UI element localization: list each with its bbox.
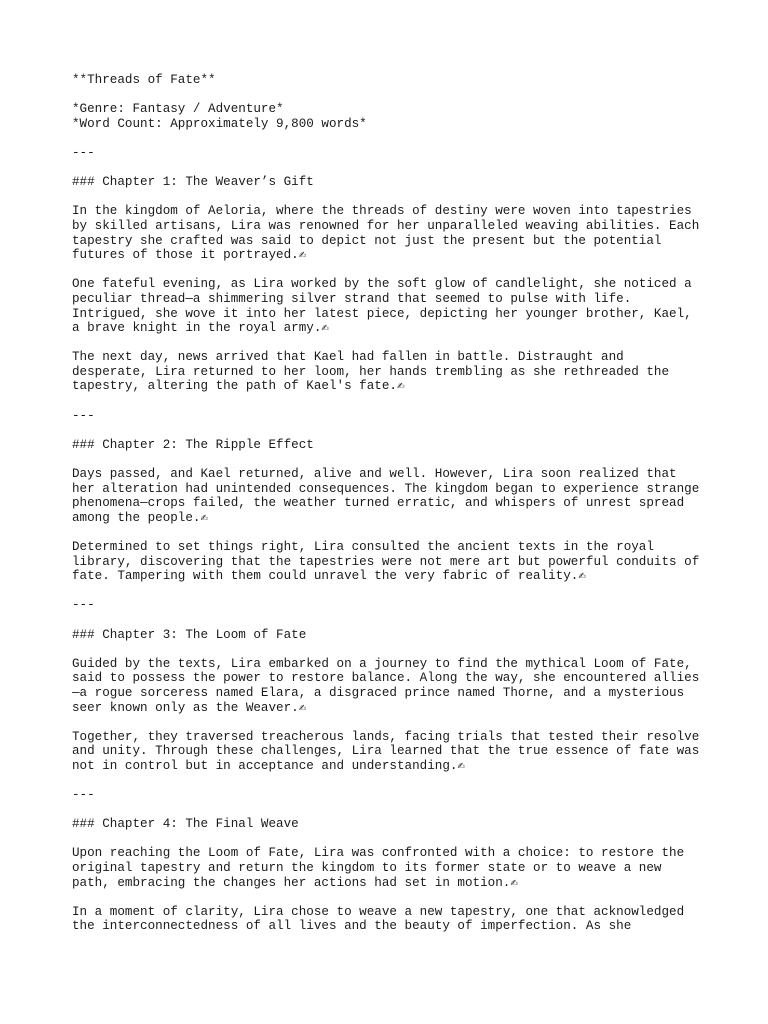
spacer: [72, 715, 712, 730]
paragraph-line: by skilled artisans, Lira was renowned for her unparalleled weaving abilities. Each: [72, 218, 700, 233]
paragraph-line: phenomena—crops failed, the weather turned erratic, and whispers of unrest spread: [72, 496, 685, 511]
word-count-line: *Word Count: Approximately 9,800 words*: [72, 116, 367, 131]
paragraph-line: Intrigued, she wove it into her latest piece, depicting her younger brother, Kael,: [72, 306, 692, 321]
spacer: [72, 423, 712, 438]
paragraph-line: and unity. Through these challenges, Lira learned that the true essence of fate was: [72, 744, 700, 759]
paragraph: [72, 467, 712, 525]
spacer: [72, 336, 712, 351]
spacer: [72, 803, 712, 818]
chapter-heading: ### Chapter 3: The Loom of Fate: [72, 627, 307, 642]
paragraph-line: One fateful evening, as Lira worked by the soft glow of candlelight, she noticed a: [72, 277, 692, 292]
paragraph: [72, 846, 712, 890]
paragraph-line: tapestry, altering the path of Kael's fate.✍: [72, 379, 405, 394]
paragraph-line: In the kingdom of Aeloria, where the threads of destiny were woven into tapestries: [72, 204, 692, 219]
paragraph-line: In a moment of clarity, Lira chose to weave a new tapestry, one that acknowledged: [72, 904, 685, 919]
paragraph-line: original tapestry and return the kingdom to its former state or to weave a new: [72, 861, 662, 876]
spacer: [72, 452, 712, 467]
paragraph-line: library, discovering that the tapestries were not mere art but powerful conduits of: [72, 554, 700, 569]
paragraph-line: —a rogue sorceress named Elara, a disgraced prince named Thorne, and a mysterious: [72, 685, 685, 700]
paragraph-line: The next day, news arrived that Kael had fallen in battle. Distraught and: [72, 350, 624, 365]
paragraph-line: seer known only as the Weaver.✍: [72, 700, 307, 715]
paragraph-line: Upon reaching the Loom of Fate, Lira was confronted with a choice: to restore the: [72, 846, 685, 861]
chapter-section: [72, 817, 712, 934]
document-title: **Threads of Fate**: [72, 73, 216, 87]
paragraph: [72, 204, 712, 262]
spacer: [72, 88, 712, 103]
chapter-section: [72, 175, 712, 438]
spacer: [72, 613, 712, 628]
spacer: [72, 525, 712, 540]
paragraph-line: desperate, Lira returned to her loom, her hands trembling as she rethreaded the: [72, 364, 670, 379]
paragraph-line: Guided by the texts, Lira embarked on a journey to find the mythical Loom of Fate,: [72, 656, 692, 671]
separator: ---: [72, 408, 95, 423]
spacer: [72, 890, 712, 905]
separator: ---: [72, 788, 95, 803]
separator: ---: [72, 145, 95, 160]
genre-line: *Genre: Fantasy / Adventure*: [72, 102, 284, 117]
paragraph-line: Together, they traversed treacherous lands, facing trials that tested their resolve: [72, 729, 700, 744]
paragraph-line: Days passed, and Kael returned, alive and well. However, Lira soon realized that: [72, 467, 677, 482]
paragraph-line: peculiar thread—a shimmering silver strand that seemed to pulse with life.: [72, 291, 632, 306]
spacer: [72, 263, 712, 278]
document-body: [72, 73, 712, 934]
paragraph-line: tapestry she crafted was said to depict not just the present but the potential: [72, 233, 662, 248]
spacer: [72, 642, 712, 657]
paragraph: [72, 730, 712, 774]
chapter-section: [72, 628, 712, 818]
paragraph: [72, 277, 712, 335]
spacer: [72, 832, 712, 847]
chapter-heading: ### Chapter 4: The Final Weave: [72, 817, 299, 832]
paragraph-line: futures of those it portrayed.✍: [72, 248, 307, 263]
spacer: [72, 584, 712, 599]
spacer: [72, 190, 712, 205]
chapter-heading: ### Chapter 1: The Weaver’s Gift: [72, 175, 314, 190]
spacer: [72, 774, 712, 789]
chapter-section: [72, 438, 712, 628]
paragraph-line: path, embracing the changes her actions had set in motion.✍: [72, 875, 518, 890]
paragraph: [72, 540, 712, 584]
paragraph: [72, 905, 712, 934]
spacer: [72, 131, 712, 146]
paragraph: [72, 657, 712, 715]
paragraph-line: said to possess the power to restore balance. Along the way, she encountered allies: [72, 671, 700, 686]
chapter-heading: ### Chapter 2: The Ripple Effect: [72, 437, 314, 452]
paragraph: [72, 350, 712, 394]
chapters-container: [72, 175, 712, 934]
paragraph-line: the interconnectedness of all lives and the beauty of imperfection. As she: [72, 919, 632, 934]
paragraph-line: among the people.✍: [72, 510, 209, 525]
spacer: [72, 394, 712, 409]
spacer: [72, 161, 712, 176]
paragraph-line: a brave knight in the royal army.✍: [72, 321, 329, 336]
paragraph-line: fate. Tampering with them could unravel the very fabric of reality.✍: [72, 569, 586, 584]
paragraph-line: Determined to set things right, Lira consulted the ancient texts in the royal: [72, 540, 654, 554]
paragraph-line: not in control but in acceptance and understanding.✍: [72, 758, 466, 773]
paragraph-line: her alteration had unintended consequences. The kingdom began to experience strange: [72, 481, 700, 496]
separator: ---: [72, 598, 95, 613]
